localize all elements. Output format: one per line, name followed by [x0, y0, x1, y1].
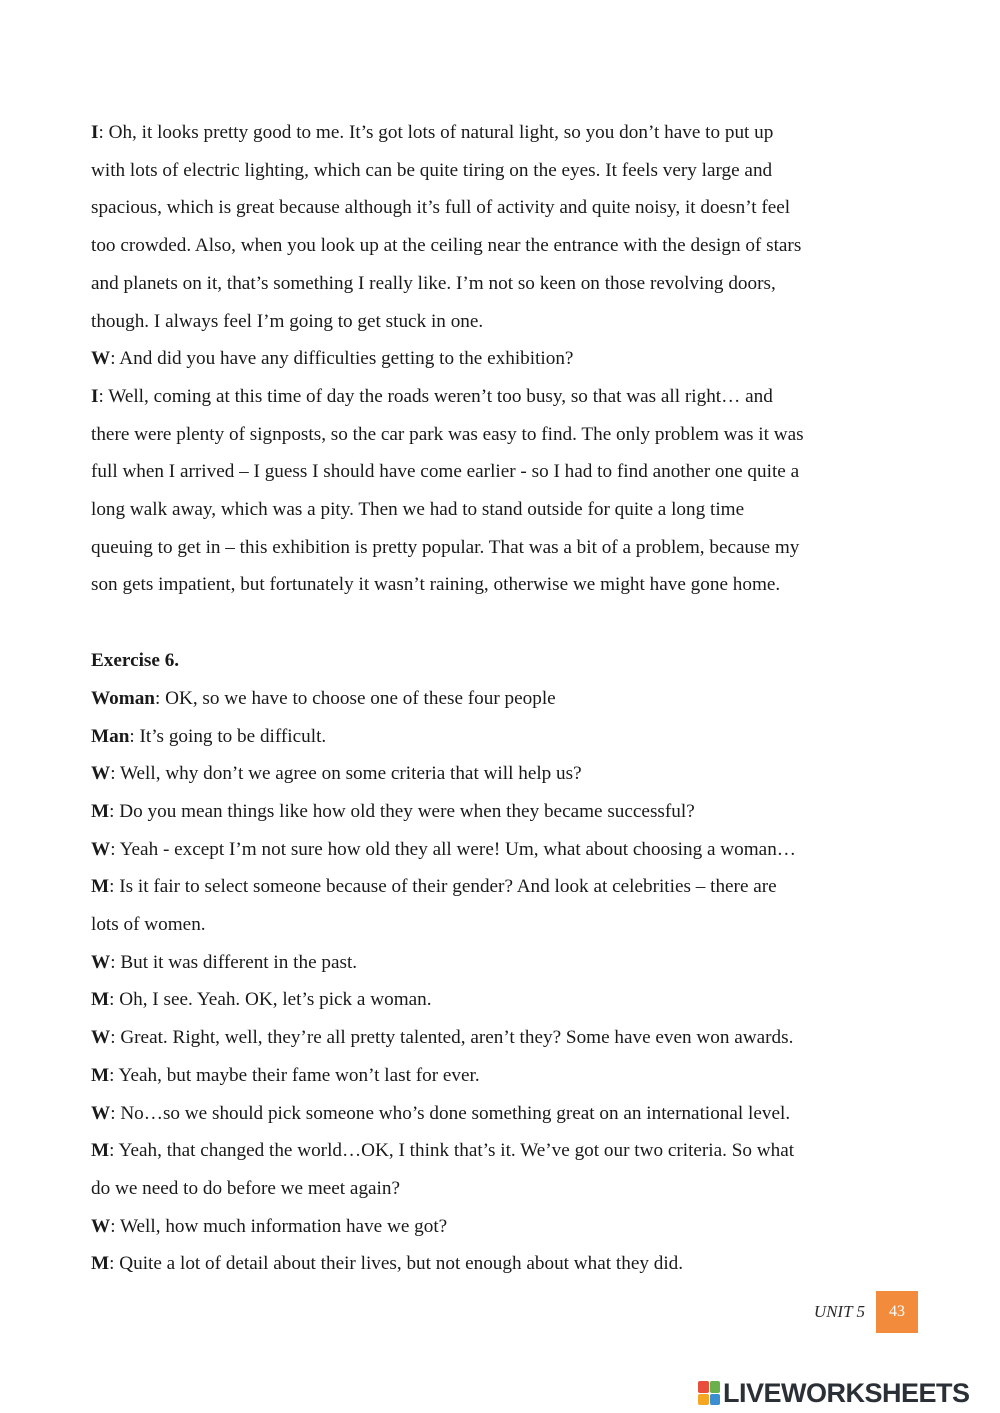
page-footer: [0, 1291, 918, 1333]
transcript-line: [91, 1208, 911, 1246]
speaker-label: I: [91, 122, 99, 143]
line-text: lots of women.: [91, 914, 206, 936]
transcript-line: [91, 453, 911, 491]
line-text: queuing to get in – this exhibition is pretty popular. That was a bit of a problem, because my: [91, 536, 800, 558]
logo-tile: [710, 1394, 721, 1406]
transcript-line: [91, 227, 911, 265]
transcript-line: [91, 1057, 911, 1095]
line-text: spacious, which is great because although it’s full of activity and quite noisy, it doesn’t feel: [91, 197, 791, 219]
transcript-line: [91, 831, 911, 869]
line-text: and planets on it, that’s something I really like. I’m not so keen on those revolving doors,: [91, 272, 776, 294]
transcript-line: [91, 906, 911, 944]
line-text: though. I always feel I’m going to get stuck in one.: [91, 310, 484, 332]
speaker-label: M: [91, 876, 110, 898]
line-text: : Quite a lot of detail about their lives, but not enough about what they did.: [109, 1253, 684, 1275]
line-text: : Yeah - except I’m not sure how old they all were! Um, what about choosing a woman…: [110, 838, 796, 860]
speaker-label: I: [91, 385, 99, 407]
line-text: : Well, why don’t we agree on some criteria that will help us?: [110, 763, 582, 785]
line-text: : But it was different in the past.: [110, 951, 358, 973]
speaker-label: M: [91, 1064, 110, 1086]
line-text: : Is it fair to select someone because of their gender? And look at celebrities – there are: [109, 876, 777, 898]
speaker-label: W: [91, 348, 111, 370]
line-text: : Well, coming at this time of day the roads weren’t too busy, so that was all right… and: [98, 385, 773, 407]
interview-transcript: [91, 114, 911, 604]
speaker-label: Woman: [91, 687, 155, 709]
transcript-line: [91, 793, 911, 831]
transcript-line: [91, 566, 911, 604]
transcript-line: [91, 718, 911, 756]
speaker-label: Man: [91, 725, 130, 747]
transcript-line: [91, 189, 911, 227]
page-number: 43: [876, 1291, 918, 1333]
speaker-label: M: [91, 800, 110, 822]
transcript-line: [91, 1095, 911, 1133]
speaker-label: W: [91, 951, 111, 973]
speaker-label: M: [91, 1253, 110, 1275]
transcript-line: [91, 491, 911, 529]
line-text: : Oh, I see. Yeah. OK, let’s pick a woman.: [109, 989, 432, 1011]
speaker-label: W: [91, 1215, 111, 1237]
line-text: : Do you mean things like how old they were when they became successful?: [109, 800, 695, 822]
line-text: : Great. Right, well, they’re all pretty talented, aren’t they? Some have even won awards.: [110, 1027, 794, 1049]
transcript-line: [91, 1245, 911, 1283]
section-spacer: [91, 604, 911, 642]
transcript-line: [91, 152, 911, 190]
logo-tile: [698, 1394, 709, 1406]
speaker-label: W: [91, 838, 111, 860]
line-text: : No…so we should pick someone who’s done something great on an international level.: [110, 1102, 791, 1124]
speaker-label: W: [91, 1027, 111, 1049]
line-text: : Yeah, that changed the world…OK, I think that’s it. We’ve got our two criteria. So what: [109, 1140, 795, 1162]
liveworksheets-logo-icon: [698, 1381, 720, 1405]
line-text: do we need to do before we meet again?: [91, 1177, 400, 1199]
liveworksheets-brand[interactable]: [698, 1376, 994, 1410]
line-text: son gets impatient, but fortunately it wasn’t raining, otherwise we might have gone home.: [91, 574, 781, 596]
line-text: there were plenty of signposts, so the car park was easy to find. The only problem was it was: [91, 423, 804, 445]
dialogue-transcript: [91, 680, 911, 1283]
speaker-label: W: [91, 763, 111, 785]
line-text: : Oh, it looks pretty good to me. It’s got lots of natural light, so you don’t have to put up: [98, 122, 774, 143]
transcript-line: [91, 1132, 911, 1170]
transcript-line: [91, 529, 911, 567]
speaker-label: W: [91, 1102, 111, 1124]
transcript-line: [91, 680, 911, 718]
transcript-page: [91, 114, 911, 1283]
line-text: : OK, so we have to choose one of these four people: [154, 687, 556, 709]
transcript-line: [91, 981, 911, 1019]
logo-tile: [698, 1381, 709, 1393]
transcript-line: [91, 416, 911, 454]
speaker-label: M: [91, 1140, 110, 1162]
line-text: : Well, how much information have we got?: [110, 1215, 448, 1237]
line-text: full when I arrived – I guess I should have come earlier - so I had to find another one quite a: [91, 461, 800, 483]
line-text: : It’s going to be difficult.: [129, 725, 327, 747]
transcript-line: [91, 755, 911, 793]
transcript-line: [91, 944, 911, 982]
logo-tile: [710, 1381, 721, 1393]
speaker-label: M: [91, 989, 110, 1011]
exercise-heading: Exercise 6.: [91, 650, 180, 672]
transcript-line: [91, 1170, 911, 1208]
brand-wordmark: LIVEWORKSHEETS: [723, 1377, 970, 1408]
line-text: long walk away, which was a pity. Then we had to stand outside for quite a long time: [91, 499, 745, 521]
transcript-line: [91, 114, 911, 152]
transcript-line: [91, 868, 911, 906]
transcript-line: [91, 1019, 911, 1057]
line-text: too crowded. Also, when you look up at the ceiling near the entrance with the design of stars: [91, 235, 802, 257]
line-text: with lots of electric lighting, which can be quite tiring on the eyes. It feels very large and: [91, 159, 773, 181]
line-text: : Yeah, but maybe their fame won’t last for ever.: [109, 1064, 480, 1086]
unit-label: UNIT 5: [813, 1302, 865, 1321]
line-text: : And did you have any difficulties getting to the exhibition?: [110, 348, 574, 370]
transcript-line: [91, 265, 911, 303]
transcript-line: [91, 340, 911, 378]
transcript-line: [91, 303, 911, 341]
transcript-line: [91, 378, 911, 416]
